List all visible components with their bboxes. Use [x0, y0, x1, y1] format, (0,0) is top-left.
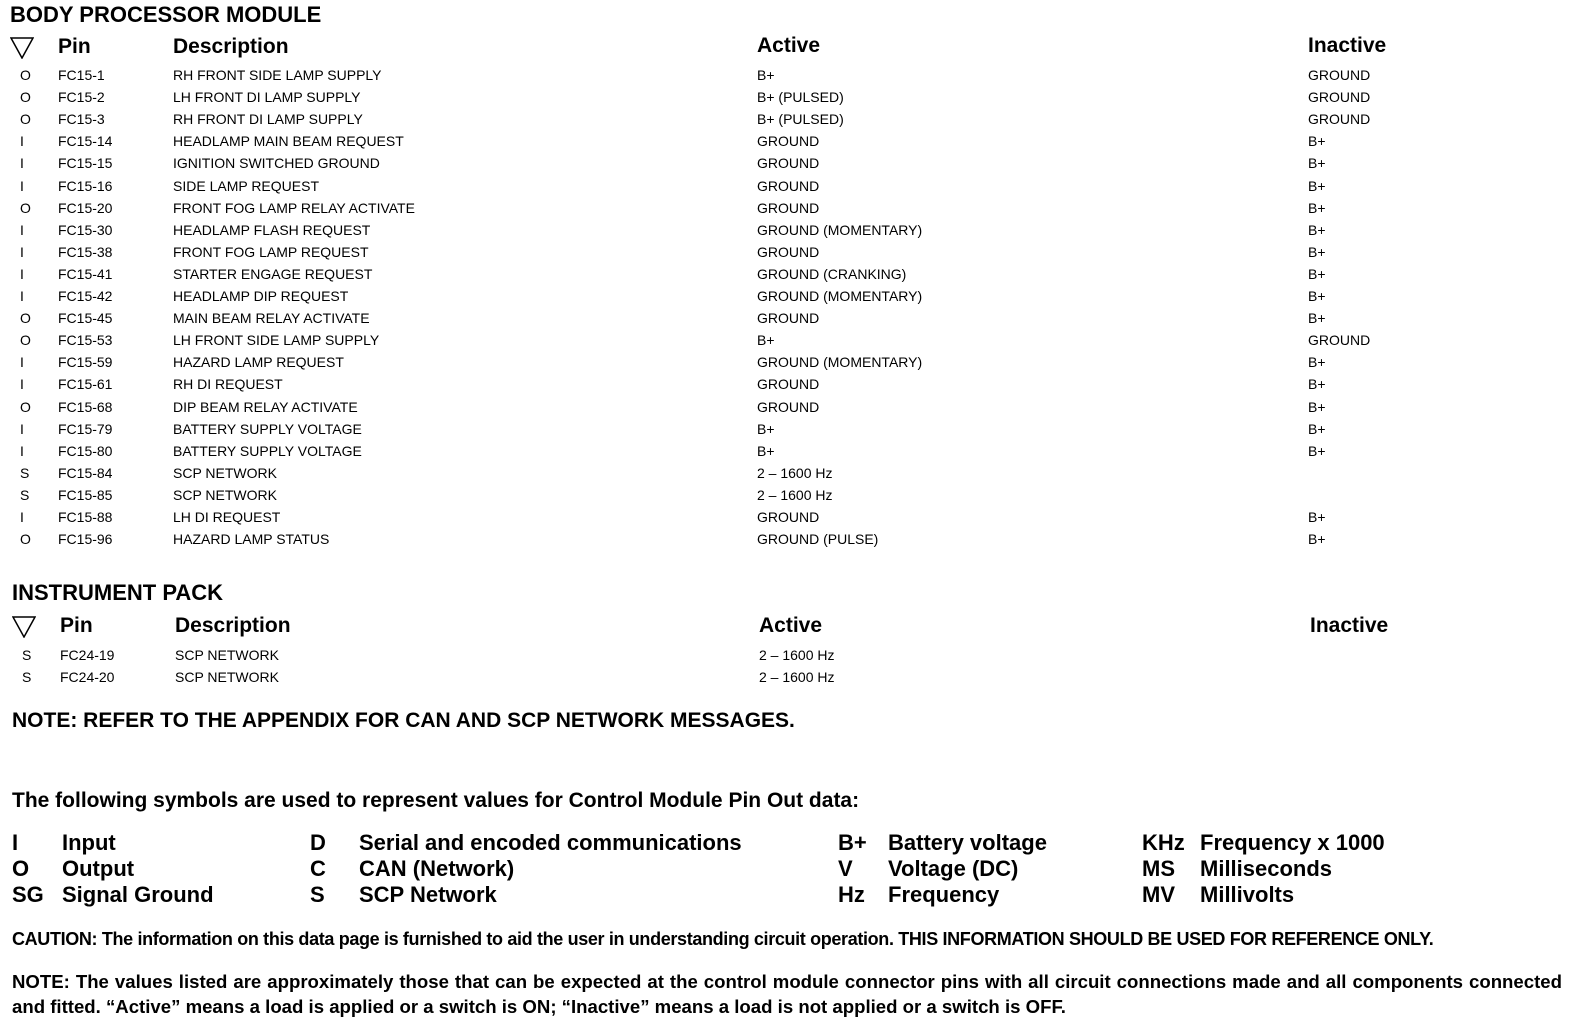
active-cell: 2 – 1600 Hz — [757, 486, 833, 503]
legend-code: V — [838, 856, 853, 881]
direction-symbol: I — [20, 509, 24, 525]
description-cell: LH FRONT DI LAMP SUPPLY — [173, 89, 361, 106]
direction-symbol: I — [20, 221, 24, 238]
description-cell: RH FRONT SIDE LAMP SUPPLY — [173, 67, 382, 83]
description-cell: LH DI REQUEST — [173, 509, 281, 525]
table-row — [0, 332, 1584, 354]
pin-cell: FC15-20 — [58, 199, 113, 216]
legend-code: D — [310, 830, 326, 855]
pin-cell: FC15-61 — [58, 376, 113, 393]
legend-label: Signal Ground — [62, 882, 214, 907]
appendix-note: NOTE: REFER TO THE APPENDIX FOR CAN AND SCP NETWORK MESSAGES. — [12, 709, 795, 732]
legend-code: MV — [1142, 882, 1175, 907]
pin-cell: FC15-30 — [58, 221, 113, 238]
pin-cell: FC15-85 — [58, 486, 113, 503]
direction-symbol: I — [20, 177, 24, 194]
inactive-cell: GROUND — [1308, 89, 1371, 106]
pin-cell: FC15-59 — [58, 354, 113, 371]
inactive-cell: B+ — [1308, 199, 1326, 216]
description-cell: FRONT FOG LAMP RELAY ACTIVATE — [173, 199, 415, 216]
legend-intro: The following symbols are used to represent values for Control Module Pin Out data: — [12, 789, 860, 812]
active-cell: GROUND — [757, 310, 820, 327]
inactive-cell: B+ — [1308, 509, 1326, 525]
table-row — [0, 67, 1584, 89]
table-row — [0, 155, 1584, 177]
inactive-cell: B+ — [1308, 420, 1326, 437]
active-cell: GROUND — [757, 177, 820, 194]
legend-label: Millivolts — [1200, 882, 1295, 907]
legend-label: Serial and encoded communications — [359, 830, 742, 855]
description-cell: SCP NETWORK — [175, 647, 279, 663]
pin-cell: FC15-14 — [58, 133, 113, 150]
description-cell: IGNITION SWITCHED GROUND — [173, 155, 380, 172]
pin-cell: FC15-15 — [58, 155, 113, 172]
bpm-header-active: Active — [757, 34, 821, 57]
pin-cell: FC15-1 — [58, 67, 105, 83]
direction-symbol: O — [20, 531, 31, 548]
active-cell: B+ — [757, 442, 775, 459]
active-cell: B+ (PULSED) — [757, 111, 844, 128]
table-row — [0, 178, 1584, 200]
table-row — [0, 244, 1584, 266]
pin-cell: FC24-19 — [60, 647, 115, 663]
pin-cell: FC15-3 — [58, 111, 105, 128]
legend-label: Milliseconds — [1200, 856, 1333, 881]
active-cell: 2 – 1600 Hz — [759, 647, 835, 663]
inactive-cell: B+ — [1308, 177, 1326, 194]
direction-symbol: S — [22, 647, 32, 663]
bpm-title: BODY PROCESSOR MODULE — [10, 2, 322, 27]
active-cell: GROUND — [757, 133, 820, 150]
ip-header-pin: Pin — [60, 614, 93, 637]
pin-cell: FC15-41 — [58, 265, 113, 282]
description-cell: FRONT FOG LAMP REQUEST — [173, 243, 369, 260]
direction-symbol: I — [20, 243, 24, 260]
active-cell: B+ (PULSED) — [757, 89, 844, 106]
table-row — [0, 531, 1584, 553]
bpm-header-pin: Pin — [58, 35, 91, 58]
active-cell: GROUND (PULSE) — [757, 531, 879, 548]
legend-label: Battery voltage — [888, 830, 1047, 855]
pin-cell: FC15-84 — [58, 464, 113, 481]
pin-cell: FC15-53 — [58, 332, 113, 349]
active-cell: GROUND — [757, 376, 820, 393]
active-cell: GROUND (MOMENTARY) — [757, 354, 923, 371]
inactive-cell: B+ — [1308, 354, 1326, 371]
bpm-header-description: Description — [173, 35, 289, 58]
active-cell: GROUND — [757, 509, 820, 525]
direction-symbol: I — [20, 442, 24, 459]
description-cell: RH FRONT DI LAMP SUPPLY — [173, 111, 363, 128]
active-cell: GROUND — [757, 199, 820, 216]
pin-cell: FC15-45 — [58, 310, 113, 327]
description-cell: DIP BEAM RELAY ACTIVATE — [173, 398, 358, 415]
direction-symbol: O — [20, 310, 31, 327]
active-cell: 2 – 1600 Hz — [759, 669, 835, 685]
bpm-header-inactive: Inactive — [1308, 34, 1387, 57]
active-cell: B+ — [757, 67, 775, 83]
description-cell: HAZARD LAMP STATUS — [173, 531, 330, 548]
legend-code: C — [310, 856, 326, 881]
pin-cell: FC15-68 — [58, 398, 113, 415]
triangle-down-icon — [10, 37, 34, 59]
direction-symbol: S — [20, 486, 30, 503]
legend-code: MS — [1142, 856, 1175, 881]
description-cell: HEADLAMP DIP REQUEST — [173, 288, 349, 304]
table-row — [0, 89, 1584, 111]
legend-label: Frequency x 1000 — [1200, 830, 1385, 855]
inactive-cell: B+ — [1308, 288, 1326, 304]
pin-cell: FC15-88 — [58, 509, 113, 525]
legend-code: O — [12, 856, 30, 881]
ip-header-description: Description — [175, 614, 291, 637]
description-cell: LH FRONT SIDE LAMP SUPPLY — [173, 332, 380, 349]
active-cell: B+ — [757, 332, 775, 349]
table-row — [0, 443, 1584, 465]
direction-symbol: O — [20, 67, 31, 83]
direction-symbol: O — [20, 332, 31, 349]
values-note: NOTE: The values listed are approximately those that can be expected at the control module connector pins with all circuit connections made and all components connected and fitted. “Active” means a load is applied or a switch is ON; “Inactive” means a load is not applied or a switch is OFF. — [12, 971, 1562, 1017]
triangle-down-icon — [12, 616, 36, 638]
legend-label: CAN (Network) — [359, 856, 515, 881]
pin-cell: FC15-79 — [58, 420, 113, 437]
legend-label: Frequency — [888, 882, 1000, 907]
table-row — [0, 354, 1584, 376]
inactive-cell: GROUND — [1308, 67, 1371, 83]
direction-symbol: I — [20, 420, 24, 437]
table-row — [0, 399, 1584, 421]
legend-code: S — [310, 882, 325, 907]
description-cell: SCP NETWORK — [175, 669, 279, 685]
description-cell: RH DI REQUEST — [173, 376, 283, 393]
inactive-cell: B+ — [1308, 310, 1326, 327]
active-cell: B+ — [757, 420, 775, 437]
inactive-cell: B+ — [1308, 398, 1326, 415]
active-cell: GROUND (MOMENTARY) — [757, 288, 923, 304]
table-row — [0, 647, 1584, 669]
legend-label: Voltage (DC) — [888, 856, 1019, 881]
ip-header-active: Active — [759, 614, 823, 637]
table-row — [0, 133, 1584, 155]
direction-symbol: S — [22, 669, 32, 685]
description-cell: SCP NETWORK — [173, 464, 277, 481]
table-row — [0, 222, 1584, 244]
description-cell: HEADLAMP FLASH REQUEST — [173, 221, 371, 238]
active-cell: GROUND (CRANKING) — [757, 265, 907, 282]
inactive-cell: B+ — [1308, 442, 1326, 459]
direction-symbol: O — [20, 398, 31, 415]
inactive-cell: B+ — [1308, 133, 1326, 150]
ip-header-inactive: Inactive — [1310, 614, 1389, 637]
inactive-cell: B+ — [1308, 531, 1326, 548]
active-cell: GROUND — [757, 243, 820, 260]
legend-code: Hz — [838, 882, 865, 907]
pin-cell: FC24-20 — [60, 669, 115, 685]
pin-cell: FC15-16 — [58, 177, 113, 194]
legend-code: I — [12, 830, 19, 855]
inactive-cell: GROUND — [1308, 111, 1371, 128]
inactive-cell: B+ — [1308, 376, 1326, 393]
caution-text: CAUTION: The information on this data page is furnished to aid the user in understanding circuit operation. THIS INFORMATION SHOULD BE USED FOR REFERENCE ONLY. — [12, 929, 1434, 949]
pin-cell: FC15-42 — [58, 288, 113, 304]
description-cell: HEADLAMP MAIN BEAM REQUEST — [173, 133, 404, 150]
table-row — [0, 288, 1584, 310]
description-cell: BATTERY SUPPLY VOLTAGE — [173, 420, 362, 437]
active-cell: GROUND — [757, 155, 820, 172]
ip-title: INSTRUMENT PACK — [12, 580, 224, 605]
pin-cell: FC15-96 — [58, 531, 113, 548]
table-row — [0, 266, 1584, 288]
direction-symbol: S — [20, 464, 30, 481]
direction-symbol: O — [20, 111, 31, 128]
legend-code: B+ — [838, 830, 867, 855]
description-cell: BATTERY SUPPLY VOLTAGE — [173, 442, 362, 459]
direction-symbol: I — [20, 376, 24, 393]
direction-symbol: O — [20, 199, 31, 216]
legend-code: SG — [12, 882, 44, 907]
description-cell: SCP NETWORK — [173, 486, 277, 503]
description-cell: SIDE LAMP REQUEST — [173, 177, 320, 194]
direction-symbol: I — [20, 155, 24, 172]
table-row — [0, 465, 1584, 487]
direction-symbol: I — [20, 288, 24, 304]
inactive-cell: B+ — [1308, 243, 1326, 260]
table-row — [0, 421, 1584, 443]
active-cell: 2 – 1600 Hz — [757, 464, 833, 481]
pin-cell: FC15-2 — [58, 89, 105, 106]
pin-cell: FC15-38 — [58, 243, 113, 260]
table-row — [0, 669, 1584, 691]
table-row — [0, 376, 1584, 398]
direction-symbol: I — [20, 133, 24, 150]
inactive-cell: GROUND — [1308, 332, 1371, 349]
direction-symbol: I — [20, 265, 24, 282]
inactive-cell: B+ — [1308, 265, 1326, 282]
active-cell: GROUND — [757, 398, 820, 415]
table-row — [0, 310, 1584, 332]
description-cell: STARTER ENGAGE REQUEST — [173, 265, 373, 282]
inactive-cell: B+ — [1308, 155, 1326, 172]
direction-symbol: I — [20, 354, 24, 371]
table-row — [0, 487, 1584, 509]
table-row — [0, 509, 1584, 531]
inactive-cell: B+ — [1308, 221, 1326, 238]
direction-symbol: O — [20, 89, 31, 106]
legend-code: KHz — [1142, 830, 1185, 855]
description-cell: MAIN BEAM RELAY ACTIVATE — [173, 310, 370, 327]
active-cell: GROUND (MOMENTARY) — [757, 221, 923, 238]
table-row — [0, 111, 1584, 133]
pin-cell: FC15-80 — [58, 442, 113, 459]
description-cell: HAZARD LAMP REQUEST — [173, 354, 344, 371]
legend-label: Input — [62, 830, 116, 855]
table-row — [0, 200, 1584, 222]
legend-label: Output — [62, 856, 135, 881]
legend-label: SCP Network — [359, 882, 497, 907]
